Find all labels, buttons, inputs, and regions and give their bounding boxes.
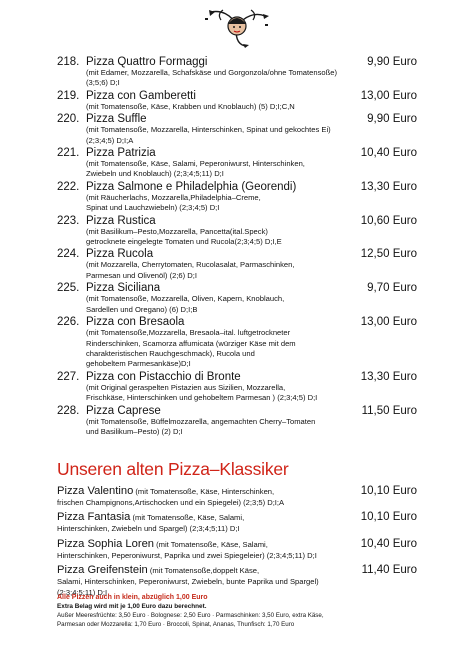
menu-item-description: (mit Mozzarella, Cherrytomaten, Rucolasalat, Parmaschinken, — [86, 260, 295, 270]
menu-item-description: gehobeltem Parmesankäse)D;I — [86, 359, 191, 369]
menu-item-description: Spinat und Lauchzwiebeln) (2;3;4;5) D;I — [86, 203, 220, 213]
menu-item-number: 228. — [57, 404, 80, 417]
classic-pizza-price: 10,10 Euro — [360, 485, 417, 497]
menu-item — [57, 248, 417, 281]
menu-item — [57, 181, 417, 214]
menu-item-number: 221. — [57, 147, 80, 160]
classic-pizza-name: Pizza Fantasia — [57, 511, 131, 524]
menu-item-number: 224. — [57, 248, 80, 261]
classic-pizza-price: 10,40 Euro — [360, 537, 417, 550]
classic-pizza-item — [57, 538, 417, 561]
classic-pizza-price: 10,10 Euro — [360, 511, 417, 524]
classic-pizza-item — [57, 511, 417, 534]
menu-item-price: 9,90 Euro — [367, 113, 417, 126]
menu-item-description: (mit Tomatensoße, Käse, Salami, Peperoniwurst, Hinterschinken, — [86, 159, 305, 169]
classic-pizza-list — [57, 482, 417, 598]
classic-pizza-description: (mit Tomatensoße, Käse, Salami, — [130, 513, 245, 523]
menu-item — [57, 56, 417, 89]
menu-item-number: 225. — [57, 282, 80, 295]
classic-pizza-description: Hinterschinken, Zwiebeln und Spargel) (2;3;4;5;11) D;I — [57, 524, 240, 534]
menu-item-price: 10,60 Euro — [360, 214, 417, 227]
menu-item-name: Pizza Quattro Formaggi — [86, 56, 208, 68]
classic-pizza-name: Pizza Sophia Loren — [57, 537, 155, 550]
small-pizza-note: Alle Pizzen auch in klein, abzüglich 1,00 Euro — [57, 594, 208, 601]
menu-item-description: Frischkäse, Hinterschinken und gehobeltem Parmesan ) (2;3;4;5) D;I — [86, 393, 318, 403]
menu-item-price: 10,40 Euro — [360, 147, 417, 160]
menu-notes — [57, 593, 427, 629]
menu-item-description: (mit Tomatensoße, Käse, Krabben und Knoblauch) (5) D;I;C,N — [86, 101, 295, 111]
pizza-menu-list — [57, 55, 417, 437]
menu-item — [57, 371, 417, 404]
menu-item — [57, 113, 417, 146]
trinacria-logo — [201, 4, 273, 48]
classic-pizza-description: Hinterschinken, Peperoniwurst, Paprika und zwei Spiegeleier) (2;3;4;5;11) D;I — [57, 550, 317, 560]
menu-item — [57, 90, 417, 112]
classic-pizza-description: (mit Tomatensoße, Käse, Salami, — [154, 539, 268, 549]
classic-pizza-price: 11,40 Euro — [361, 564, 417, 577]
menu-item-name: Pizza Rucola — [86, 248, 154, 261]
menu-item-description: (mit Tomatensoße, Büffelmozzarella, angemachten Cherry–Tomaten — [86, 416, 316, 426]
menu-item-description: (mit Edamer, Mozzarella, Schafskäse und Gorgonzola/ohne Tomatensoße) — [86, 68, 338, 77]
classic-pizza-description: (2;3;4;5;11) D;I — [57, 587, 108, 597]
menu-item-price: 9,70 Euro — [367, 282, 417, 295]
classic-pizza-item — [57, 485, 417, 508]
menu-item-description: charakteristischen Rauchgeschmack), Rucola und — [86, 348, 255, 358]
menu-item-description: (mit Original geraspelten Pistazien aus Sizilien, Mozzarella, — [86, 382, 286, 392]
menu-item-price: 11,50 Euro — [361, 404, 417, 417]
menu-item — [57, 215, 417, 248]
menu-item — [57, 316, 417, 370]
classic-pizza-description: (mit Tomatensoße, Käse, Hinterschinken, — [133, 487, 275, 496]
menu-item-name: Pizza Patrizia — [86, 147, 156, 160]
menu-item-number: 223. — [57, 214, 80, 227]
classic-pizza-name: Pizza Valentino — [57, 485, 134, 497]
topping-prices-line-1: Außer Meeresfrüchte: 3,50 Euro · Bolognese: 2,50 Euro · Parmaschinken: 3,50 Euro, extra Käse, — [57, 612, 324, 619]
menu-item-number: 218. — [57, 56, 80, 68]
menu-item — [57, 405, 417, 438]
section-title: Unseren alten Pizza–Klassiker — [57, 459, 289, 479]
menu-item-description: (3;5;6) D;I — [86, 78, 120, 88]
menu-item-description: (mit Basilikum–Pesto,Mozzarella, Pancetta(ital.Speck) — [86, 226, 268, 236]
menu-item-price: 13,30 Euro — [360, 370, 417, 383]
menu-item-price: 12,50 Euro — [360, 248, 417, 261]
menu-item-name: Pizza con Bresaola — [86, 316, 185, 329]
menu-item-name: Pizza Siciliana — [86, 282, 161, 295]
menu-item-description: Rinderschinken, Scamorza affumicata (würziger Käse mit dem — [86, 338, 296, 348]
menu-item-price: 13,00 Euro — [360, 316, 417, 329]
menu-item-description: und Basilikum–Pesto) (2) D;I — [86, 426, 183, 436]
classic-pizza-description: frischen Champignons,Artischocken und ein Spiegelei) (2;3;5) D;I;A — [57, 498, 285, 507]
topping-prices-line-2: Parmesan oder Mozzarella: 1,70 Euro · Broccoli, Spinat, Ananas, Thunfisch: 1,70 Euro — [57, 621, 295, 628]
menu-item-number: 222. — [57, 180, 80, 193]
menu-item-description: (2;3;4;5) D;I;A — [86, 135, 134, 145]
menu-item — [57, 282, 417, 315]
classic-pizza-description: (mit Tomatensoße,doppelt Käse, — [147, 566, 260, 576]
menu-item-name: Pizza con Pistacchio di Bronte — [86, 370, 241, 383]
menu-item-description: (mit Räucherlachs, Mozzarella,Philadelphia–Creme, — [86, 192, 261, 202]
menu-item-name: Pizza Suffle — [86, 113, 147, 126]
menu-item-description: (mit Tomatensoße, Mozzarella, Oliven, Kapern, Knoblauch, — [86, 294, 285, 304]
menu-item-description: Zwiebeln und Knoblauch) (2;3;4;5;11) D;I — [86, 169, 224, 179]
menu-item-description: (mit Tomatensoße,Mozzarella, Bresaola–ital. luftgetrockneter — [86, 328, 291, 338]
menu-item-description: getrocknete eingelegte Tomaten und Rucola(2;3;4;5) D;I,E — [86, 237, 282, 247]
menu-item-price: 13,30 Euro — [360, 180, 417, 193]
menu-item-number: 226. — [57, 316, 80, 329]
menu-item-name: Pizza con Gamberetti — [86, 89, 196, 102]
menu-item — [57, 147, 417, 180]
classic-pizza-description: Salami, Hinterschinken, Peperoniwurst, Zwiebeln, bunte Paprika und Spargel) — [57, 577, 319, 587]
menu-item-price: 9,90 Euro — [367, 56, 417, 68]
menu-item-number: 219. — [57, 89, 80, 102]
menu-item-price: 13,00 Euro — [360, 89, 417, 102]
menu-item-description: (mit Tomatensoße, Mozzarella, Hinterschinken, Spinat und gekochtes Ei) — [86, 125, 331, 135]
classic-pizza-name: Pizza Greifenstein — [57, 564, 148, 577]
extra-topping-note: Extra Belag wird mit je 1,00 Euro dazu berechnet. — [57, 603, 207, 610]
menu-item-number: 220. — [57, 113, 80, 126]
menu-item-description: Parmesan und Olivenöl) (2;6) D;I — [86, 270, 197, 280]
menu-item-name: Pizza Rustica — [86, 214, 156, 227]
menu-item-description: Sardellen und Oregano) (6) D;I;B — [86, 304, 198, 314]
menu-item-number: 227. — [57, 370, 80, 383]
menu-item-name: Pizza Salmone e Philadelphia (Georendi) — [86, 180, 297, 193]
menu-item-name: Pizza Caprese — [86, 404, 161, 417]
